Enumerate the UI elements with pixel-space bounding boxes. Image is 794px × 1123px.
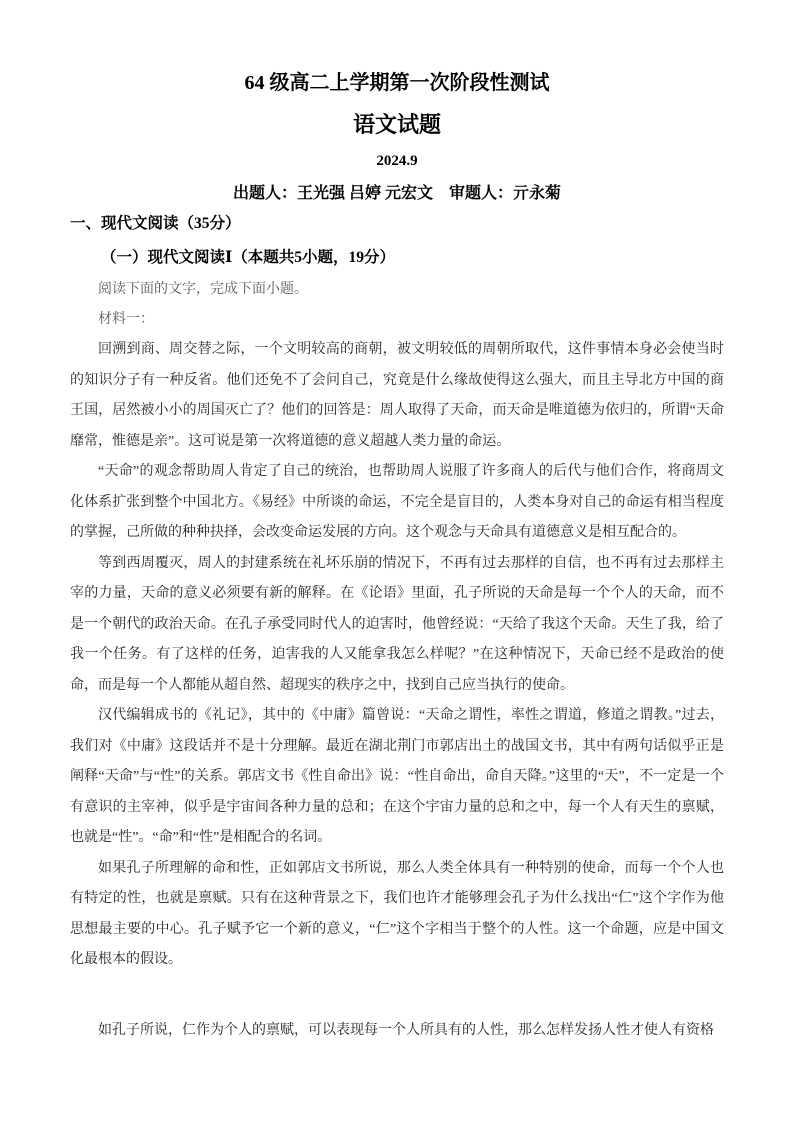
subsection-heading-reading-one: （一）现代文阅读Ⅰ（本题共5小题，19分） <box>101 249 396 266</box>
section-heading-modern-text-reading: 一、现代文阅读（35分） <box>70 215 241 232</box>
material-paragraph-4: 汉代编辑成书的《礼记》，其中的《中庸》篇曾说：“天命之谓性，率性之谓道，修道之谓教。”过去，我们对《中庸》这段话并不是十分理解。最近在湖北荆门市郭店出土的战国文书，其中有两句话似乎正是阐释“天命”与“性”的关系。郭店文书《性自命出》说：“性自命出，命自天降。”这里的“天”，不一定是一个有意识的主宰神，似乎是宇宙间各种力量的总和；在这个宇宙力量的总和之中，每一个人有天生的禀赋，也就是“性”。“命”和“性”是相配合的名词。 <box>70 708 724 845</box>
material-paragraph-5: 如果孔子所理解的命和性，正如郭店文书所说，那么人类全体具有一种特别的使命，而每一个个人也有特定的性，也就是禀赋。只有在这种背景之下，我们也许才能够理会孔子为什么找出“仁”这个字作为他思想最主要的中心。孔子赋予它一个新的意义，“仁”这个字相当于整个的人性。这一个命题，应是中国文化最根本的假设。 <box>70 860 724 967</box>
exam-title: 64 级高二上学期第一次阶段性测试 <box>244 72 550 94</box>
reading-instruction: 阅读下面的文字，完成下面小题。 <box>98 282 308 297</box>
exam-authors-line: 出题人：王光强 吕婷 元宏文 审题人：亓永菊 <box>232 185 561 202</box>
material-paragraph-2: “天命”的观念帮助周人肯定了自己的统治，也帮助周人说服了许多商人的后代与他们合作，将商周文化体系扩张到整个中国北方。《易经》中所谈的命运，不完全是盲目的，人类本身对自己的命运有相当程度的掌握，己所做的种种抉择，会改变命运发展的方向。这个观念与天命具有道德意义是相互配合的。 <box>70 464 724 540</box>
exam-date: 2024.9 <box>376 153 418 169</box>
exam-subject-title: 语文试题 <box>352 112 441 137</box>
material-one-label: 材料一： <box>98 312 154 327</box>
material-paragraph-6: 如孔子所说，仁作为个人的禀赋，可以表现每一个人所具有的人性，那么怎样发扬人性才使人有资格 <box>98 1022 714 1038</box>
material-paragraph-1: 回溯到商、周交替之际，一个文明较高的商朝，被文明较低的周朝所取代，这件事情本身必会使当时的知识分子有一种反省。他们还免不了会问自己，究竟是什么缘故使得这么强大，而且主导北方中国的商王国，居然被小小的周国灭亡了？他们的回答是：周人取得了天命，而天命是唯道德为依归的，所谓“天命靡常，惟德是亲”。这可说是第一次将道德的意义超越人类力量的命运。 <box>70 342 724 449</box>
material-paragraph-3: 等到西周覆灭，周人的封建系统在礼坏乐崩的情况下，不再有过去那样的自信，也不再有过去那样主宰的力量，天命的意义必须要有新的解释。在《论语》里面，孔子所说的天命是每一个个人的天命，而不是一个朝代的政治天命。在孔子承受同时代人的迫害时，他曾经说：“天给了我这个天命。天生了我，给了我一个任务。有了这样的任务，迫害我的人又能拿我怎么样呢？”在这种情况下，天命已经不是政治的使命，而是每一个人都能从超自然、超现实的秩序之中，找到自己应当执行的使命。 <box>70 555 724 693</box>
